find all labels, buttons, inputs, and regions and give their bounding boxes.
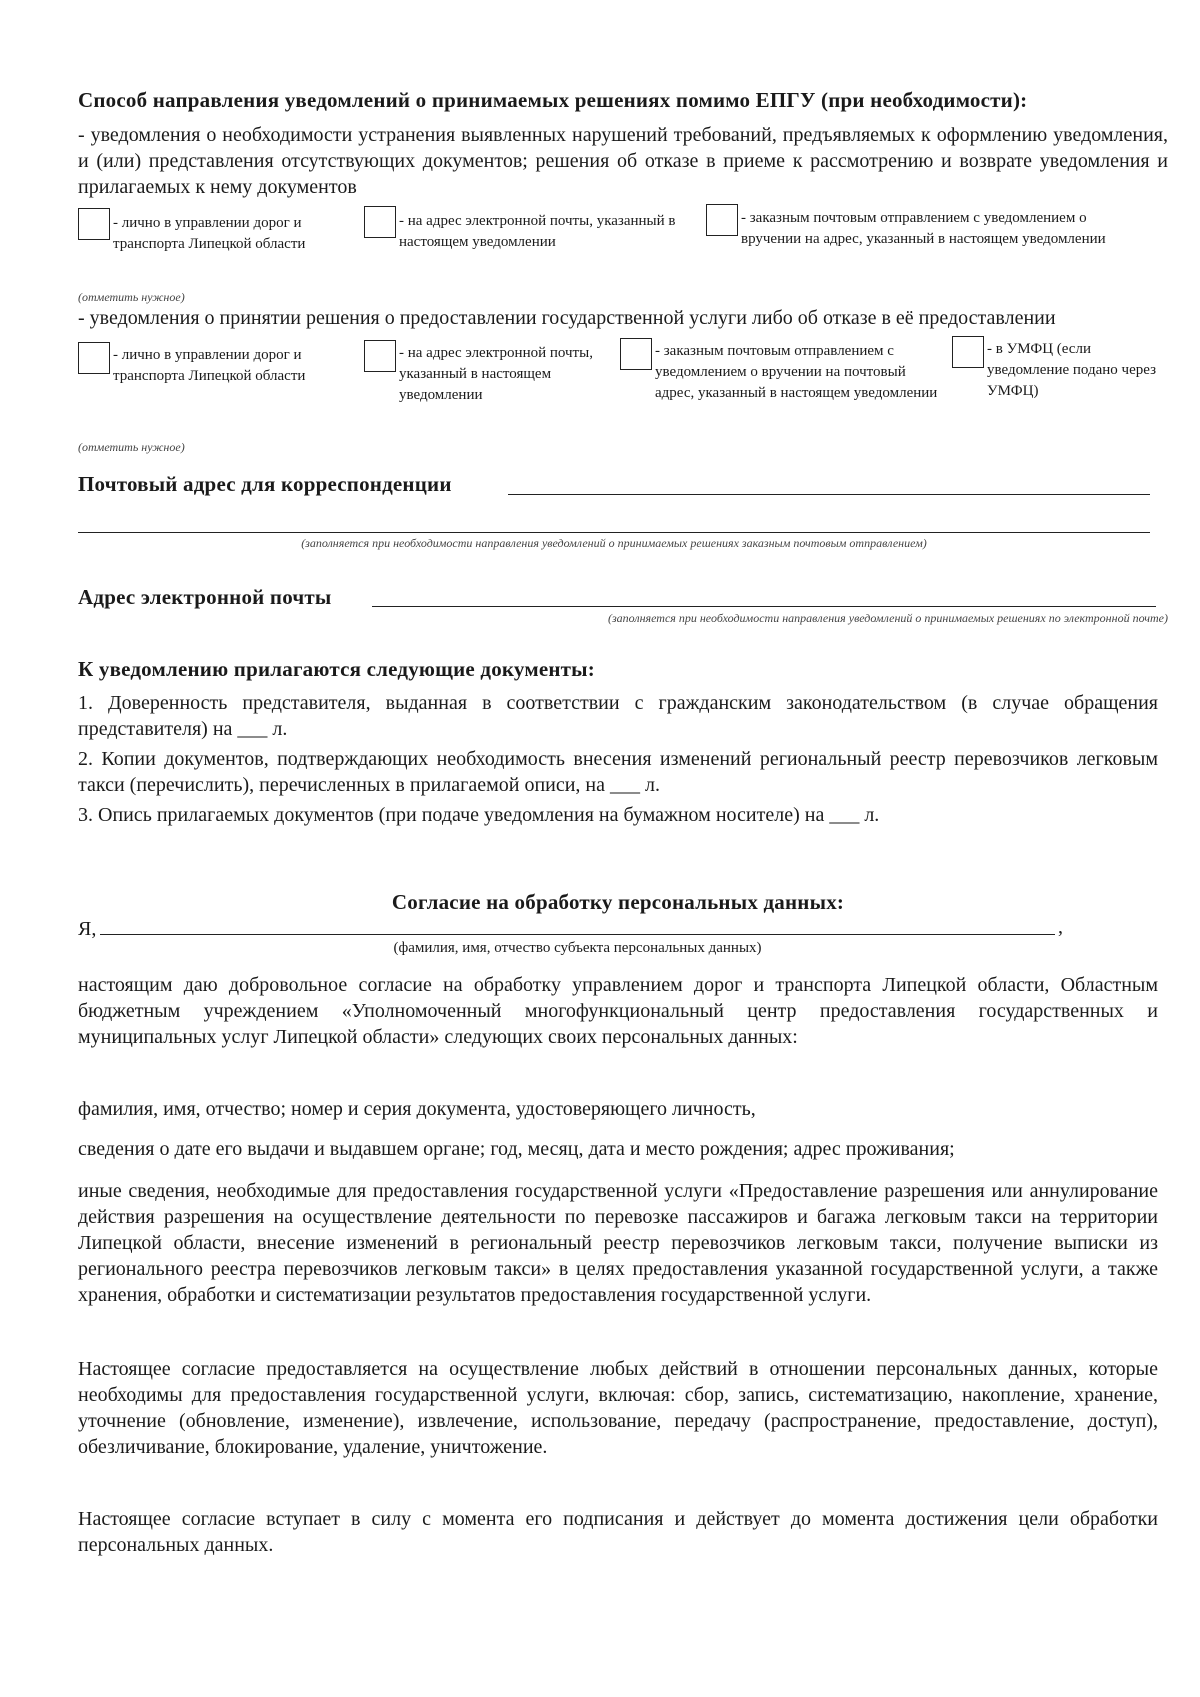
attachment-item-1: 1. Доверенность представителя, выданная в соответствии с гражданским законодательством (в случае обращения представителя) на ___ л. [78,692,1158,740]
group1-option-email: - на адрес электронной почты, указанный в настоящем уведомлении [399,213,676,250]
group1-checkbox-mail[interactable] [706,204,738,236]
postal-field-line-2[interactable] [78,532,1150,533]
email-hint: (заполняется при необходимости направления уведомлений о принимаемых решениях по электронной почте) [607,611,1168,625]
group2-option-in-person: - лично в управлении дорог и транспорта Липецкой области [113,347,306,384]
consent-paragraph-1: настоящим даю добровольное согласие на обработку управлением дорог и транспорта Липецкой области, Областным бюджетным учреждением «Уполномоченный многофункциональный центр предоставления государственных и муниципальных услуг Липецкой области» следующих своих персональных данных: [78,974,1158,1048]
group2-option-mail: - заказным почтовым отправлением с уведомлением о вручении на почтовый адрес, указанный в настоящем уведомлении [655,343,938,401]
consent-heading: Согласие на обработку персональных данных: [391,890,845,914]
consent-paragraph-6: Настоящее согласие вступает в силу с момента его подписания и действует до момента достижения цели обработки персональных данных. [78,1508,1158,1556]
consent-paragraph-3: сведения о дате его выдачи и выдавшем органе; год, месяц, дата и место рождения; адрес проживания; [78,1138,955,1160]
consent-name-line[interactable] [100,934,1055,935]
consent-paragraph-2: фамилия, имя, отчество; номер и серия документа, удостоверяющего личность, [78,1098,756,1120]
attachment-item-3: 3. Опись прилагаемых документов (при подаче уведомления на бумажном носителе) на ___ л. [78,804,880,826]
group1-checkbox-email[interactable] [364,206,396,238]
postal-hint: (заполняется при необходимости направления уведомлений о принимаемых решениях заказным почтовым отправлением) [301,536,927,550]
group2-checkbox-mail[interactable] [620,338,652,370]
group1-hint: (отметить нужное) [78,290,185,304]
group2-text: - уведомления о принятии решения о предоставлении государственной услуги либо об отказе в её предоставлении [78,307,1056,329]
email-label: Адрес электронной почты [78,585,332,609]
group2-option-email: - на адрес электронной почты, указанный в настоящем уведомлении [399,345,593,403]
group2-checkbox-in-person[interactable] [78,342,110,374]
group2-option-mfc: - в УМФЦ (если уведомление подано через УМФЦ) [987,341,1157,399]
attachment-item-2: 2. Копии документов, подтверждающих необходимость внесения изменений региональный реестр перевозчиков легковым такси (перечислить), перечисленных в прилагаемой описи, на ___ л. [78,748,1158,796]
group1-option-in-person: - лично в управлении дорог и транспорта Липецкой области [113,215,306,252]
email-field-line[interactable] [372,606,1156,607]
group1-checkbox-in-person[interactable] [78,208,110,240]
consent-paragraph-4: иные сведения, необходимые для предоставления государственной услуги «Предоставление разрешения или аннулирование действия разрешения на осуществление деятельности по перевозке пассажиров и багажа легковым такси на территории Липецкой области, внесение изменений в региональный реестр перевозчиков легковым такси, получение выписки из регионального реестра перевозчиков легковым такси» в целях предоставления указанной государственной услуги, а также хранения, обработки и систематизации результатов предоставления государственной услуги. [78,1180,1158,1306]
group1-text: - уведомления о необходимости устранения выявленных нарушений требований, предъявляемых к оформлению уведомления, и (или) представления отсутствующих документов; решения об отказе в приеме к рассмотрению и возврате уведомления и прилагаемых к нему документов [78,124,1168,198]
group2-checkbox-mfc[interactable] [952,336,984,368]
group2-checkbox-email[interactable] [364,340,396,372]
postal-label: Почтовый адрес для корреспонденции [78,472,452,496]
postal-field-line-1[interactable] [508,494,1150,495]
group2-hint: (отметить нужное) [78,440,185,454]
consent-comma: , [1058,916,1063,938]
group1-option-mail: - заказным почтовым отправлением с уведомлением о вручении на адрес, указанный в настоящем уведомлении [741,210,1106,247]
notice-method-heading: Способ направления уведомлений о принимаемых решениях помимо ЕПГУ (при необходимости): [78,88,1028,112]
consent-name-hint: (фамилия, имя, отчество субъекта персональных данных) [393,940,762,956]
consent-paragraph-5: Настоящее согласие предоставляется на осуществление любых действий в отношении персональных данных, которые необходимы для предоставления государственной услуги, включая: сбор, запись, систематизацию, накопление, хранение, уточнение (обновление, изменение), извлечение, использование, передачу (распространение, предоставление, доступ), обезличивание, блокирование, удаление, уничтожение. [78,1358,1158,1458]
attachments-heading: К уведомлению прилагаются следующие документы: [78,657,595,681]
consent-ya: Я, [78,918,97,940]
